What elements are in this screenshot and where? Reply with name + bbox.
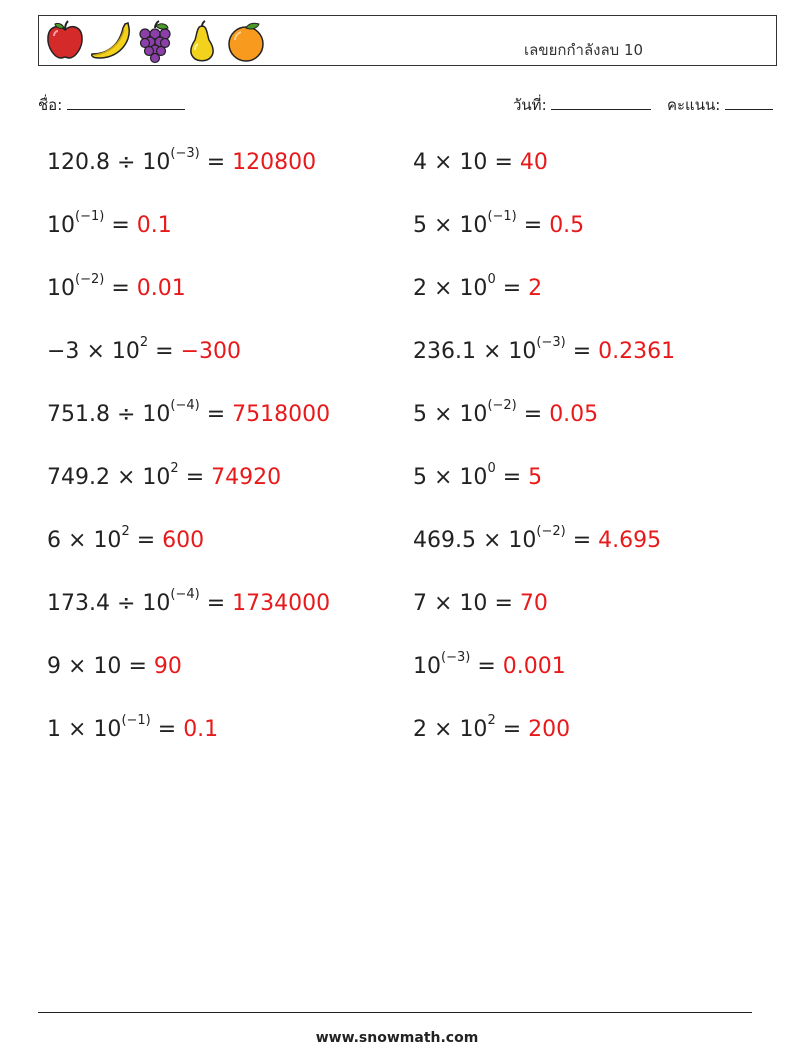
problem-item (413, 524, 662, 553)
problem-operand: 6 (47, 528, 61, 553)
problem-item (47, 461, 282, 490)
problem-power-base: 10 (142, 465, 171, 490)
problem-power-base: 10 (142, 402, 171, 427)
problem-answer: 5 (528, 465, 543, 490)
problem-answer: 120800 (232, 150, 317, 175)
problem-equals: = (494, 150, 513, 175)
problem-answer: 0.001 (502, 654, 566, 679)
problem-item (413, 591, 548, 616)
problem-equals: = (185, 465, 205, 490)
problem-exponent: (−4) (170, 398, 200, 413)
problem-answer: 74920 (211, 465, 282, 490)
problem-operator: × (434, 276, 453, 301)
problem-operator: × (68, 717, 87, 742)
problem-operator: × (482, 528, 502, 553)
problem-operand: 7 (413, 591, 427, 616)
problem-equals: = (494, 591, 513, 616)
problem-item (413, 150, 548, 175)
problem-power-base: 10 (459, 402, 488, 427)
problem-item (47, 335, 242, 364)
problem-answer: 200 (528, 717, 571, 742)
problem-operand: 2 (413, 276, 427, 301)
date-blank (551, 94, 651, 110)
problem-operand: 5 (413, 213, 427, 238)
problem-operator: × (434, 213, 453, 238)
problem-operand: 1 (47, 717, 61, 742)
problem-equals: = (523, 213, 543, 238)
problem-item (413, 398, 599, 427)
problem-operator: × (434, 465, 453, 490)
problem-answer: 4.695 (598, 528, 662, 553)
apple-icon (45, 20, 85, 62)
problem-exponent: 0 (487, 272, 496, 287)
problem-operator: × (68, 528, 87, 553)
problem-power-base: 10 (413, 654, 441, 679)
problem-operand: −3 (47, 339, 80, 364)
problem-item (413, 335, 676, 364)
problem-answer: 1734000 (232, 591, 331, 616)
problem-answer: 600 (162, 528, 205, 553)
problem-item (413, 209, 585, 238)
problem-exponent: 2 (139, 335, 149, 350)
problem-power-base: 10 (459, 213, 488, 238)
problem-exponent: 2 (170, 461, 179, 476)
problem-power-base: 10 (93, 528, 122, 553)
problem-answer: 90 (153, 654, 182, 679)
problem-operator: × (434, 591, 453, 616)
problem-answer: 2 (528, 276, 543, 301)
problem-exponent: (−3) (170, 146, 200, 161)
problem-power-base: 10 (508, 339, 537, 364)
problem-exponent: (−2) (487, 398, 517, 413)
problem-operand: 2 (413, 717, 427, 742)
score-label: คะแนน: (666, 96, 721, 114)
problem-operator: × (482, 339, 502, 364)
grapes-icon (135, 20, 175, 64)
problem-operand: 236.1 (413, 339, 476, 364)
problem-exponent: (−1) (75, 209, 105, 224)
problem-power-base: 10 (508, 528, 537, 553)
problem-answer: 0.1 (136, 213, 172, 238)
problem-operand: 9 (47, 654, 61, 679)
problem-equals: = (502, 717, 522, 742)
problem-equals: = (523, 402, 543, 427)
problem-answer: 0.2361 (598, 339, 676, 364)
problem-operator: × (434, 150, 453, 175)
problem-equals: = (136, 528, 156, 553)
worksheet-title: เลขยกกำลังลบ 10 (524, 41, 644, 59)
problem-operator: × (68, 654, 87, 679)
problem-answer: 7518000 (232, 402, 331, 427)
problem-item (413, 650, 566, 679)
problem-power-base: 10 (47, 276, 75, 301)
problem-equals: = (206, 402, 226, 427)
pear-icon (185, 20, 219, 64)
problem-item (47, 272, 186, 301)
problem-operand: 173.4 (47, 591, 110, 616)
problem-equals: = (206, 591, 226, 616)
orange-icon (225, 20, 269, 64)
problem-power-base: 10 (459, 276, 488, 301)
problem-exponent: 2 (487, 713, 496, 728)
problem-answer: 40 (519, 150, 548, 175)
problem-equals: = (157, 717, 177, 742)
problem-equals: = (155, 339, 174, 364)
problem-equals: = (477, 654, 496, 679)
name-label: ชื่อ: (38, 96, 63, 114)
problem-item (47, 524, 205, 553)
problem-operator: × (434, 402, 453, 427)
problem-operator: × (434, 717, 453, 742)
problem-power-base: 10 (93, 654, 122, 679)
problem-power-base: 10 (459, 150, 488, 175)
problem-answer: 0.1 (183, 717, 219, 742)
problem-equals: = (502, 276, 522, 301)
problem-equals: = (111, 213, 130, 238)
problem-equals: = (128, 654, 147, 679)
problem-item (47, 654, 182, 679)
date-score-field (513, 93, 773, 117)
problem-operand: 5 (413, 402, 427, 427)
problem-exponent: 2 (121, 524, 130, 539)
problem-exponent: (−1) (487, 209, 517, 224)
problem-power-base: 10 (47, 213, 75, 238)
problem-item (413, 272, 543, 301)
problem-operator: × (86, 339, 105, 364)
problem-answer: 0.05 (549, 402, 599, 427)
score-blank (725, 94, 773, 110)
problem-power-base: 10 (459, 717, 488, 742)
name-blank (67, 94, 185, 110)
problem-operand: 120.8 (47, 150, 110, 175)
header-box (38, 15, 777, 66)
problem-exponent: 0 (487, 461, 496, 476)
problem-power-base: 10 (459, 465, 488, 490)
problem-exponent: (−3) (536, 335, 566, 350)
problem-power-base: 10 (142, 150, 171, 175)
problem-operand: 749.2 (47, 465, 110, 490)
problem-equals: = (111, 276, 130, 301)
problem-operator: ÷ (116, 402, 136, 427)
problem-operator: ÷ (116, 591, 136, 616)
problem-item (47, 146, 317, 175)
problem-answer: 0.5 (549, 213, 585, 238)
problem-exponent: (−1) (121, 713, 151, 728)
footer-url: www.snowmath.com (315, 1030, 479, 1046)
problem-operator: ÷ (116, 150, 136, 175)
problem-operator: × (116, 465, 136, 490)
problem-item (413, 713, 571, 742)
problem-exponent: (−2) (75, 272, 105, 287)
problem-item (413, 461, 543, 490)
problem-item (47, 398, 331, 427)
problem-power-base: 10 (111, 339, 140, 364)
date-label: วันที่: (513, 96, 547, 114)
problem-answer: −300 (180, 339, 242, 364)
footer-divider (38, 1012, 752, 1013)
problem-equals: = (572, 528, 592, 553)
problem-power-base: 10 (93, 717, 122, 742)
problem-answer: 70 (519, 591, 548, 616)
problem-answer: 0.01 (136, 276, 186, 301)
name-field (38, 93, 185, 117)
problem-item (47, 587, 331, 616)
problem-operand: 5 (413, 465, 427, 490)
problem-exponent: (−2) (536, 524, 566, 539)
problem-equals: = (206, 150, 226, 175)
problem-item (47, 209, 172, 238)
problem-power-base: 10 (142, 591, 171, 616)
problem-operand: 4 (413, 150, 427, 175)
problem-power-base: 10 (459, 591, 488, 616)
problem-equals: = (572, 339, 592, 364)
banana-icon (89, 20, 131, 62)
problem-equals: = (502, 465, 522, 490)
problem-item (47, 713, 219, 742)
problem-exponent: (−3) (441, 650, 471, 665)
problem-exponent: (−4) (170, 587, 200, 602)
problem-operand: 469.5 (413, 528, 476, 553)
problem-operand: 751.8 (47, 402, 110, 427)
